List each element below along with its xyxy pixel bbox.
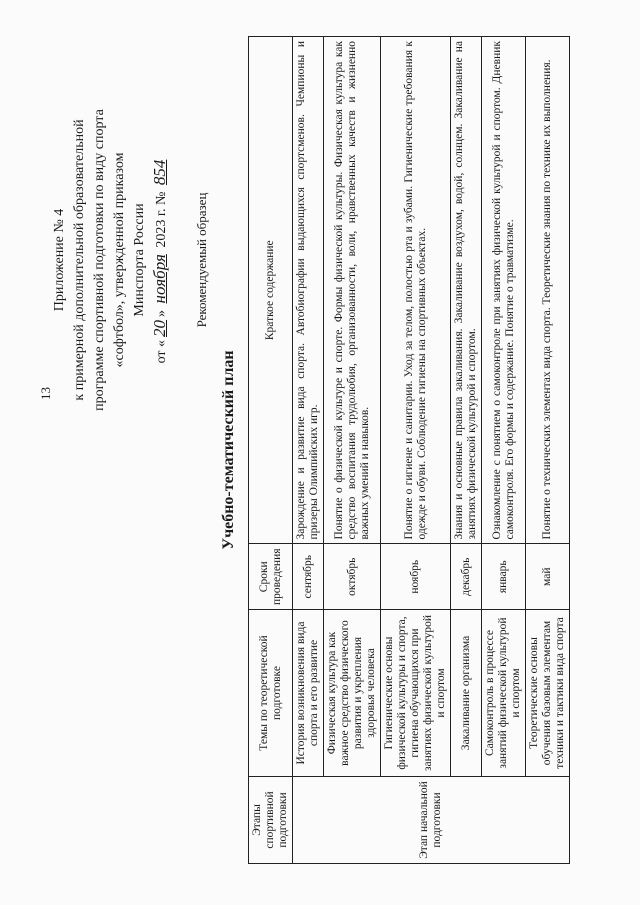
plan-table bbox=[248, 36, 570, 864]
term-cell: октябрь bbox=[324, 544, 381, 610]
topic-cell: Физическая культура как важное средство физического развития и укрепления здоровья человека bbox=[324, 610, 381, 777]
topic-cell: Теоретические основы обучения базовым элементам техники и тактики вида спорта bbox=[526, 610, 570, 777]
topic-cell: Гигиенические основы физической культуры и спорта, гигиена обучающихся при занятиях физической культурой и спортом bbox=[381, 610, 451, 777]
topic-cell: Самоконтроль в процессе занятий физической культурой и спортом bbox=[482, 610, 526, 777]
table-row bbox=[381, 37, 451, 864]
header-stage: Этапы спортивной подготовки bbox=[249, 777, 293, 864]
content-cell: Понятие о технических элементах вида спорта. Теоретические знания по технике их выполнения. bbox=[526, 37, 570, 544]
table-row bbox=[324, 37, 381, 864]
header-topic: Темы по теоретической подготовке bbox=[249, 610, 293, 777]
date-year: 2023 г. № bbox=[154, 188, 169, 252]
page-number: 13 bbox=[38, 387, 53, 400]
table-row bbox=[293, 37, 324, 864]
content-cell: Понятие о физической культуре и спорте. Формы физической культуры. Физическая культура как средство воспитания трудолюбия, организованности, воли, нравственных качеств и жизненно важных умений и навыков. bbox=[324, 37, 381, 544]
date-prefix: от « bbox=[154, 339, 169, 364]
sample-note: Рекомендуемый образец bbox=[194, 192, 209, 328]
date-mid: » bbox=[154, 306, 169, 317]
term-cell: декабрь bbox=[451, 544, 482, 610]
table-row bbox=[526, 37, 570, 864]
content-cell: Ознакомление с понятием о самоконтроле при занятиях физической культурой и спортом. Дневник самоконтроля. Его формы и содержание. Понятие о травматизме. bbox=[482, 37, 526, 544]
topic-cell: История возникновения вида спорта и его развитие bbox=[293, 610, 324, 777]
appendix-header bbox=[50, 70, 212, 450]
content-cell: Знания и основные правила закаливания. Закаливание воздухом, водой, солнцем. Закаливание на занятиях физической культурой и спортом. bbox=[451, 37, 482, 544]
table-row bbox=[451, 37, 482, 864]
term-cell: ноябрь bbox=[381, 544, 451, 610]
term-cell: январь bbox=[482, 544, 526, 610]
rotated-page-content bbox=[20, 30, 620, 870]
appendix-date-line bbox=[150, 70, 172, 450]
appendix-line-4: «софтбол», утвержденной приказом bbox=[112, 152, 127, 368]
plan-title: Учебно-тематический план bbox=[220, 350, 237, 550]
appendix-line-2: к примерной дополнительной образовательной bbox=[72, 119, 87, 401]
appendix-line-3: программе спортивной подготовки по виду спорта bbox=[92, 109, 107, 411]
table-header-row bbox=[249, 37, 293, 864]
topic-cell: Закаливание организма bbox=[451, 610, 482, 777]
stage-cell: Этап начальной подготовки bbox=[293, 777, 570, 864]
appendix-line-5: Минспорта России bbox=[132, 203, 147, 317]
term-cell: сентябрь bbox=[293, 544, 324, 610]
appendix-number: Приложение № 4 bbox=[52, 208, 67, 312]
content-cell: Понятие о гигиене и санитарии. Уход за телом, полостью рта и зубами. Гигиенические требования к одежде и обуви. Соблюдение гигиены на спортивных объектах. bbox=[381, 37, 451, 544]
date-day: 20 bbox=[150, 319, 169, 337]
header-content: Краткое содержание bbox=[249, 37, 293, 544]
term-cell: май bbox=[526, 544, 570, 610]
order-number: 854 bbox=[150, 159, 169, 186]
header-term: Сроки проведения bbox=[249, 544, 293, 610]
table-row bbox=[482, 37, 526, 864]
content-cell: Зарождение и развитие вида спорта. Автобиографии выдающихся спортсменов. Чемпионы и призеры Олимпийских игр. bbox=[293, 37, 324, 544]
date-month: ноября bbox=[150, 254, 169, 304]
